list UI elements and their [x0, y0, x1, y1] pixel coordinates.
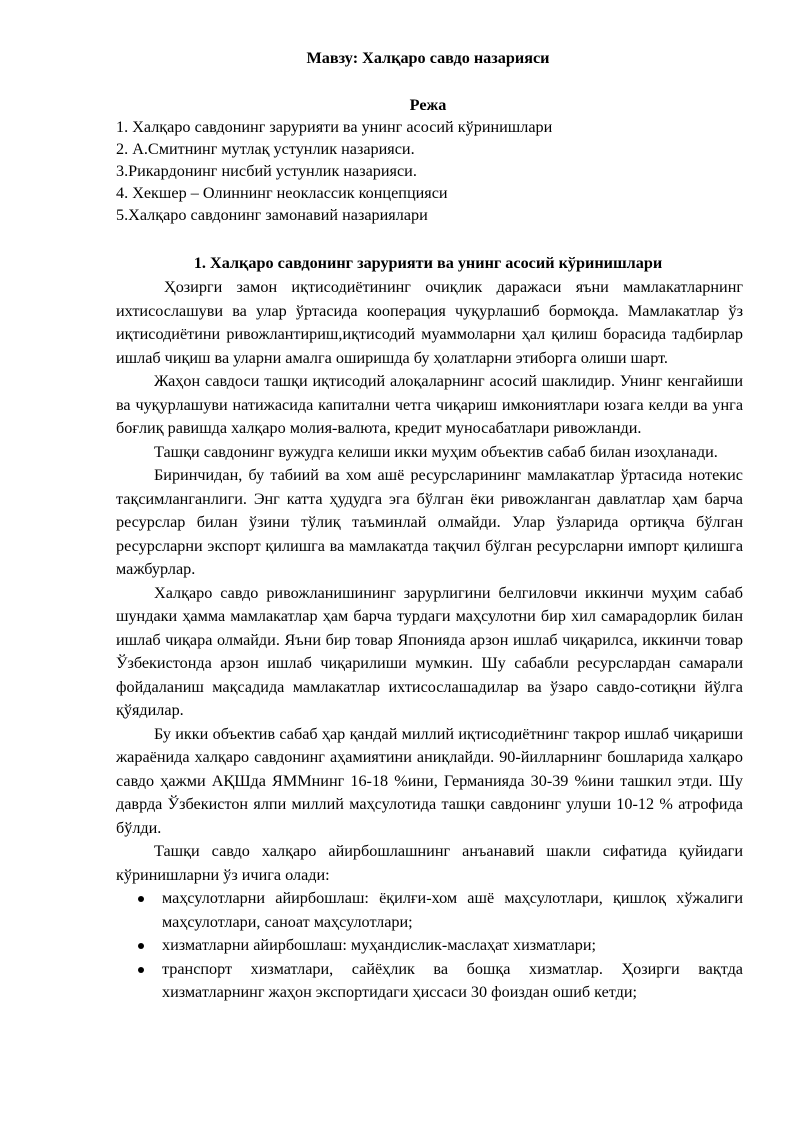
plan-heading: Режа — [409, 96, 447, 114]
plan-list — [116, 116, 756, 226]
list-item-text: маҳсулотларни айирбошлаш: ёқилғи-хом ашё маҳсулотлари, қишлоқ хўжалиги маҳсулотлари, саноат маҳсулотлари; — [162, 889, 743, 931]
bullet-icon — [138, 967, 144, 973]
paragraph: Халқаро савдо ривожланишининг зарурлигини белгиловчи иккинчи муҳим сабаб шундаки ҳамма мамлакатлар ҳам барча турдаги маҳсулотни бир хил самарадорлик билан ишлаб чиқара олмайди. Яъни бир товар Японияда арзон ишлаб чиқарилса, иккинчи товар Ўзбекистонда арзон ишлаб чиқарилиши мумкин. Шу сабабли ресурслардан самарали фойдаланиш мақсадида мамлакатлар ихтисослашадилар ва ўзаро савдо-сотиқни йўлга қўядилар. — [116, 583, 743, 719]
paragraph: Биринчидан, бу табиий ва хом ашё ресурсларининг мамлакатлар ўртасида нотекис тақсимланганлиги. Энг катта ҳудудга эга бўлган ёки ривожланган давлатлар ҳам барча ресурслар билан ўзини тўлиқ таъминлай олмайди. Улар ўзларида ортиқча бўлган ресурсларни экспорт қилишга ва мамлакатда тақчил бўлган ресурсларни импорт қилишга мажбурлар. — [116, 466, 743, 578]
plan-item: 1. Халқаро савдонинг зарурияти ва унинг асосий кўринишлари — [116, 118, 553, 136]
document-title: Мавзу: Халқаро савдо назарияси — [306, 49, 550, 67]
plan-item: 3.Рикардонинг нисбий устунлик назарияси. — [116, 162, 417, 180]
list-item — [116, 887, 743, 934]
body-text — [116, 276, 743, 1005]
paragraph: Жаҳон савдоси ташқи иқтисодий алоқаларнинг асосий шаклидир. Унинг кенгайиши ва чуқурлашуви натижасида капитални четга чиқариш имкониятлари юзага келди ва унга боғлиқ равишда халқаро молия-валюта, кредит муносабатлари ривожланди. — [116, 372, 743, 437]
list-item-text: транспорт хизматлари, сайёҳлик ва бошқа хизматлар. Ҳозирги вақтда хизматларнинг жаҳон экспортидаги ҳиссаси 30 фоиздан ошиб кетди; — [162, 959, 743, 1001]
bullet-icon — [138, 943, 144, 949]
plan-item: 4. Хекшер – Олиннинг неоклассик концепцияси — [116, 184, 448, 202]
paragraph: Ташқи савдо халқаро айирбошлашнинг анъанавий шакли сифатида қуйидаги кўринишларни ўз ичига олади: — [116, 842, 743, 884]
plan-item: 5.Халқаро савдонинг замонавий назариялари — [116, 206, 428, 224]
plan-item: 2. А.Смитнинг мутлақ устунлик назарияси. — [116, 140, 415, 158]
list-item — [116, 934, 743, 958]
paragraph: Ҳозирги замон иқтисодиётининг очиқлик даражаси яъни мамлакатларнинг ихтисослашуви ва улар ўртасида кооперация чуқурлашиб бормоқда. Мамлакатлар ўз иқтисодиётини ривожлантириш,иқтисодий муаммоларни ҳал қилиш борасида тадбирлар ишлаб чиқиш ва уларни амалга оширишда бу ҳолатларни этиборга олиши шарт. — [116, 278, 743, 367]
section-title: 1. Халқаро савдонинг зарурияти ва унинг асосий кўринишлари — [193, 254, 663, 272]
paragraph: Бу икки объектив сабаб ҳар қандай миллий иқтисодиётнинг такрор ишлаб чиқариши жараёнида халқаро савдонинг аҳамиятини аниқлайди. 90-йилларнинг бошларида халқаро савдо ҳажми АҚШда ЯММнинг 16-18 %ини, Германияда 30-39 %ини ташкил этди. Шу даврда Ўзбекистон ялпи миллий маҳсулотида ташқи савдонинг улуши 10-12 % атрофида бўлди. — [116, 724, 743, 837]
list-item — [116, 958, 743, 1005]
bullet-list — [116, 887, 743, 1005]
bullet-icon — [138, 896, 144, 902]
paragraph: Ташқи савдонинг вужудга келиши икки муҳим объектив сабаб билан изоҳланади. — [154, 442, 718, 461]
list-item-text: хизматларни айирбошлаш: муҳандислик-маслаҳат хизматлари; — [162, 936, 597, 954]
